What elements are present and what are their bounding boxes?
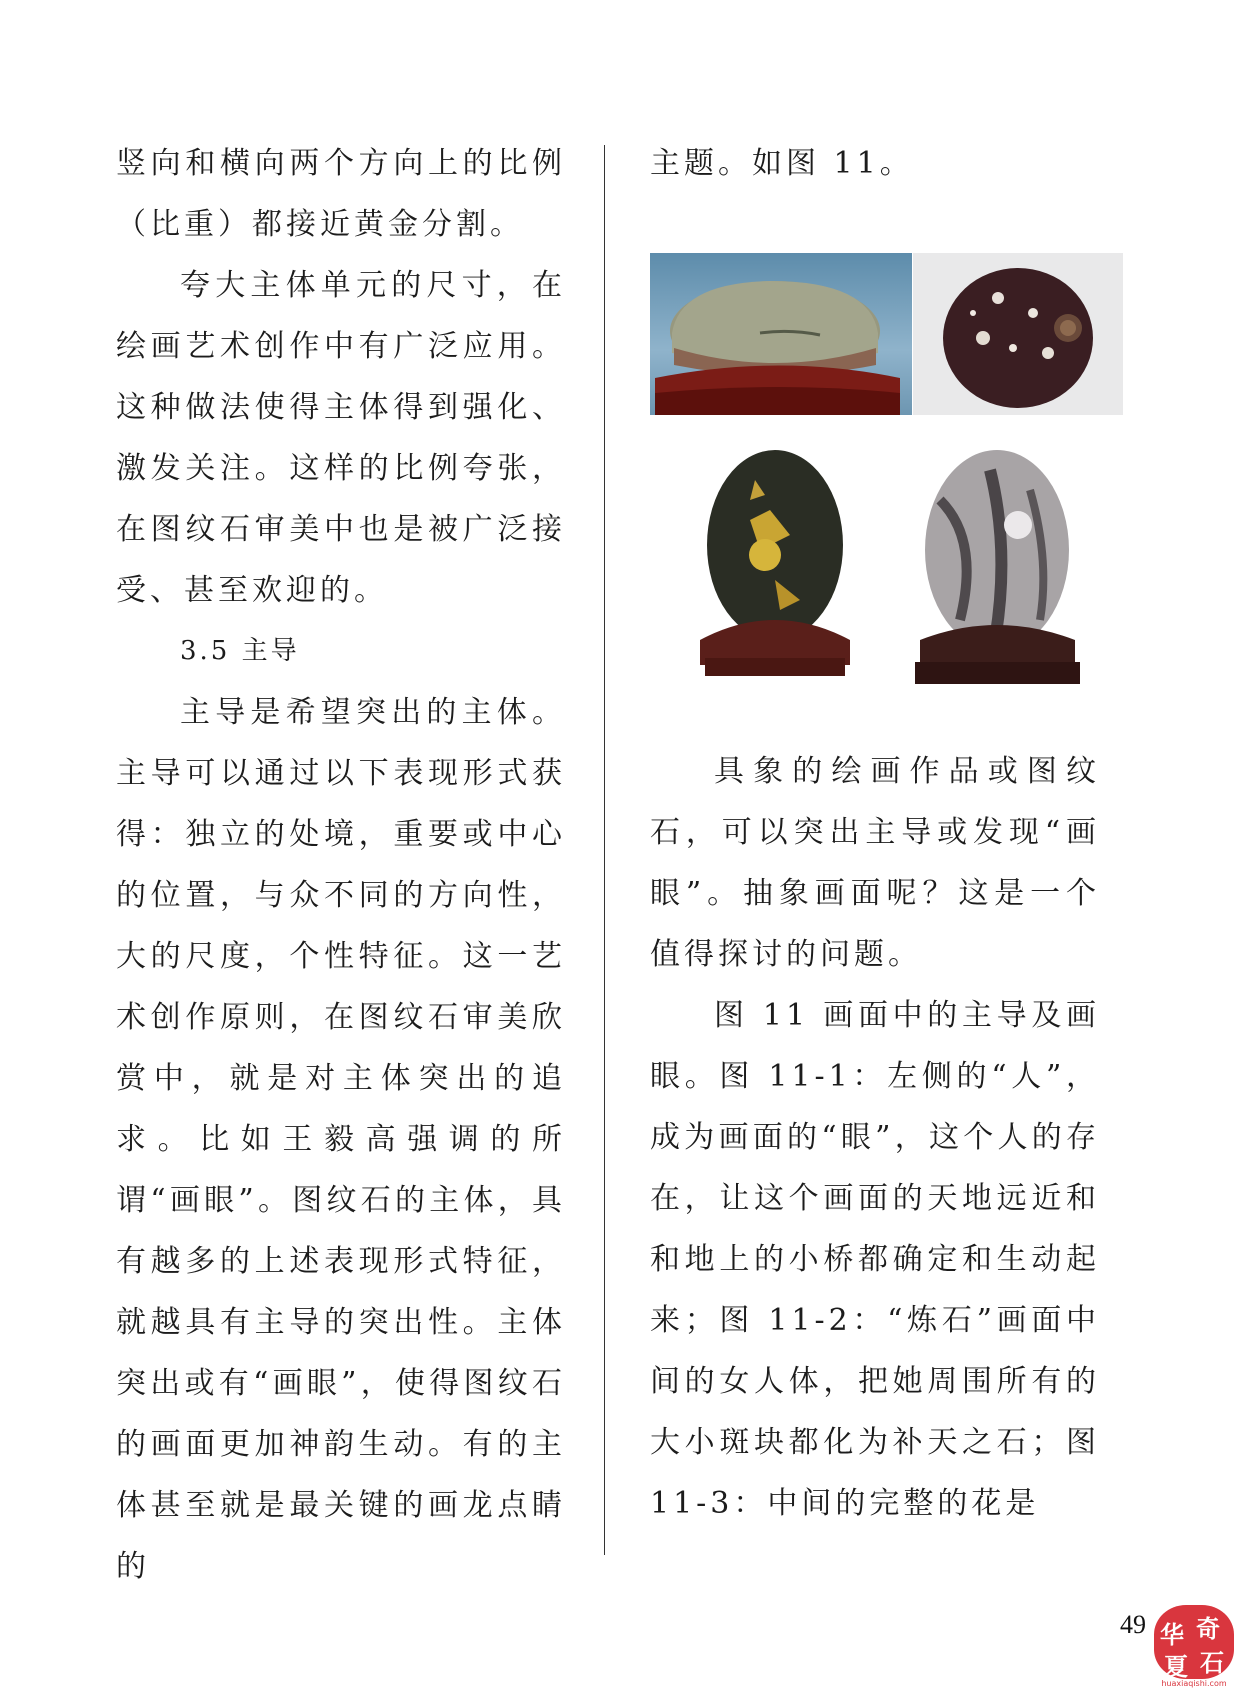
stone-photo-1 [650, 253, 912, 415]
section-heading: 3.5 主导 [180, 636, 300, 666]
left-text-column [116, 133, 566, 1597]
left-paragraph-3: 主导是希望突出的主体。主导可以通过以下表现形式获得：独立的处境，重要或中心的位置，与众不同的方向性，大的尺度，个性特征。这一艺术创作原则，在图纹石审美欣赏中，就是对主体突出的追求。比如王毅高强调的所谓“画眼”。图纹石的主体，具有越多的上述表现形式特征，就越具有主导的突出性。主体突出或有“画眼”，使得图纹石的画面更加神韵生动。有的主体甚至就是最关键的画龙点睛的 [116, 695, 566, 1584]
left-paragraph-2: 夸大主体单元的尺寸，在绘画艺术创作中有广泛应用。这种做法使得主体得到强化、激发关注。这样的比例夸张，在图纹石审美中也是被广泛接受、甚至欢迎的。 [116, 268, 566, 608]
stone-photo-2 [913, 253, 1123, 415]
right-paragraph-2: 具象的绘画作品或图纹石，可以突出主导或发现“画眼”。抽象画面呢？这是一个值得探讨的问题。 [650, 754, 1100, 972]
right-text-column-top [650, 133, 1100, 194]
watermark-char-3: 奇 [1196, 1615, 1220, 1643]
stone-photo-4 [900, 440, 1095, 690]
left-paragraph-1: 竖向和横向两个方向上的比例（比重）都接近黄金分割。 [116, 146, 566, 242]
page-number: 49 [1120, 1610, 1146, 1639]
stone-photo-3 [680, 440, 870, 680]
watermark-char-1: 华 [1160, 1621, 1184, 1649]
right-paragraph-1: 主题。如图 11。 [650, 146, 914, 181]
watermark-char-2: 夏 [1164, 1653, 1188, 1681]
column-divider [604, 145, 605, 1555]
right-text-column-bottom [650, 741, 1100, 1534]
right-paragraph-3: 图 11 画面中的主导及画眼。图 11-1：左侧的“人”，成为画面的“眼”，这个人的存在，让这个画面的天地远近和和地上的小桥都确定和生动起来；图 11-2：“炼石”画面中间的女人体，把她周围所有的大小斑块都化为补天之石；图 11-3：中间的完整的花是 [650, 998, 1100, 1521]
watermark-char-4: 石 [1200, 1649, 1224, 1677]
watermark-domain: huaxiaqishi.com [1161, 1679, 1227, 1688]
watermark-logo [1150, 1605, 1238, 1691]
